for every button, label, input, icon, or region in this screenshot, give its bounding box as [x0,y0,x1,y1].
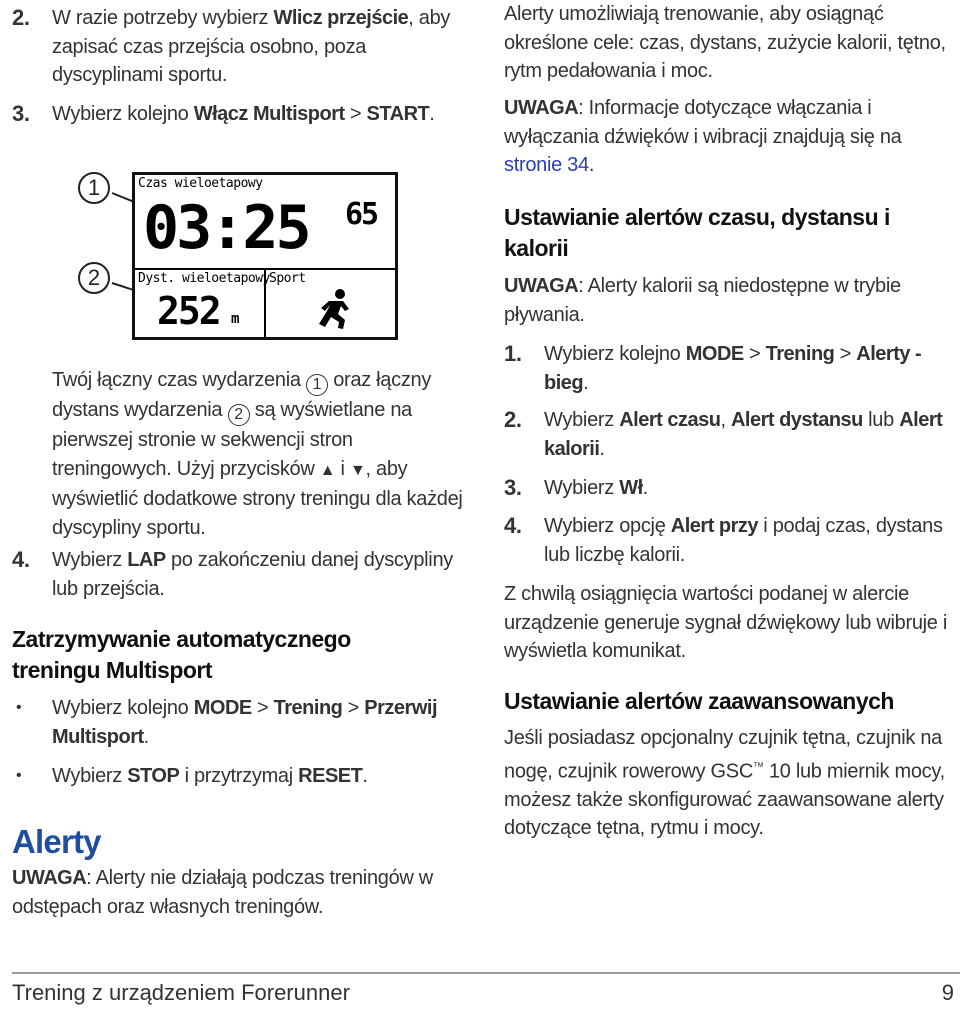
runner-icon [313,287,357,331]
distance-unit: m [231,311,240,327]
right-step-4: 4. Wybierz opcję Alert przy i podaj czas, dystans lub liczbę kalorii. [504,513,943,566]
label-multisport-distance: Dyst. wieloetapowy [138,271,270,286]
step-3: 3. Wybierz kolejno Włącz Multisport > START. [12,100,474,129]
paragraph-intro: Alerty umożliwiają trenowanie, aby osiągnąć określone cele: czas, dystans, zużycie kalorii, tętno, rytm pedałowania i moc. [504,3,946,82]
callout-2: 2 [78,262,110,294]
section-heading-alerts: Alerty [12,823,101,860]
note-sounds: UWAGA: Informacje dotyczące włączania i wyłączania dźwięków i wibracji znajdują się na stronie 34. [504,97,902,176]
callout-1: 1 [78,172,110,204]
paragraph-advanced-alerts: Jeśli posiadasz opcjonalny czujnik tętna, czujnik na nogę, czujnik rowerowy GSC™ 10 lub miernik mocy, możesz także skonfigurować zaawansowane alerty dotyczące tętna, rytmu i mocy. [504,727,945,840]
note-calories: UWAGA: Alerty kalorii są niedostępne w trybie pływania. [504,275,901,326]
right-step-2: 2. Wybierz Alert czasu, Alert dystansu lub Alert kalorii. [504,407,943,460]
page-link[interactable]: stronie 34 [504,154,589,176]
paragraph-alert-behavior: Z chwilą osiągnięcia wartości podanej w alercie urządzenie generuje sygnał dźwiękowy lub wibruje i wyświetla komunikat. [504,583,948,662]
footer-divider [12,972,960,974]
device-screen-illustration [70,170,400,342]
paragraph-summary: Twój łączny czas wydarzenia 1 oraz łączny dystans wydarzenia 2 są wyświetlane na pierwszej stronie w sekwencji stron treningowych. Użyj przycisków ▲ i ▼, aby wyświetlić dodatkowe strony treningu dla każdej dyscypliny sportu. [52,369,463,539]
callout-2-inline: 2 [228,404,250,426]
label-multisport-time: Czas wieloetapowy [138,176,263,191]
step-4: 4. Wybierz LAP po zakończeniu danej dyscypliny lub przejścia. [12,547,453,600]
note-alerts: UWAGA: Alerty nie działają podczas treningów w odstępach oraz własnych treningów. [12,867,433,918]
footer-title: Trening z urządzeniem Forerunner [12,980,350,1005]
right-step-3: 3. Wybierz Wł. [504,474,954,503]
time-value: 03:25 [143,193,309,263]
section-heading-time-distance-alerts: Ustawianie alertów czasu, dystansu i kalorii [504,204,890,261]
bullet-icon: • [16,699,22,716]
section-heading-advanced-alerts: Ustawianie alertów zaawansowanych [504,688,894,714]
watch-screen [132,172,398,340]
bullet-item: • Wybierz STOP i przytrzymaj RESET. [12,762,474,791]
step-2: 2. W razie potrzeby wybierz Wlicz przejście, aby zapisać czas przejścia osobno, poza dyscyplinami sportu. [12,5,451,86]
page-number: 9 [941,980,954,1005]
callout-1-inline: 1 [306,374,328,396]
bullet-item: • Wybierz kolejno MODE > Trening > Przerwij Multisport. [12,694,474,751]
time-hundredths: 65 [345,197,378,232]
bullet-icon: • [16,767,22,784]
step-number: 4. [12,547,30,572]
step-number: 4. [504,513,522,538]
up-arrow-icon: ▲ [319,461,336,479]
step-number: 2. [12,5,30,30]
right-step-1: 1. Wybierz kolejno MODE > Trening > Alerty - bieg. [504,341,922,394]
step-number: 3. [12,101,30,126]
step-number: 2. [504,407,522,432]
down-arrow-icon: ▼ [349,461,366,479]
step-number: 3. [504,475,522,500]
step-number: 1. [504,341,522,366]
section-heading-stop-multisport: Zatrzymywanie automatycznego treningu Multisport [12,626,351,683]
label-sport: Sport [269,271,306,286]
distance-value: 252 [157,289,220,333]
